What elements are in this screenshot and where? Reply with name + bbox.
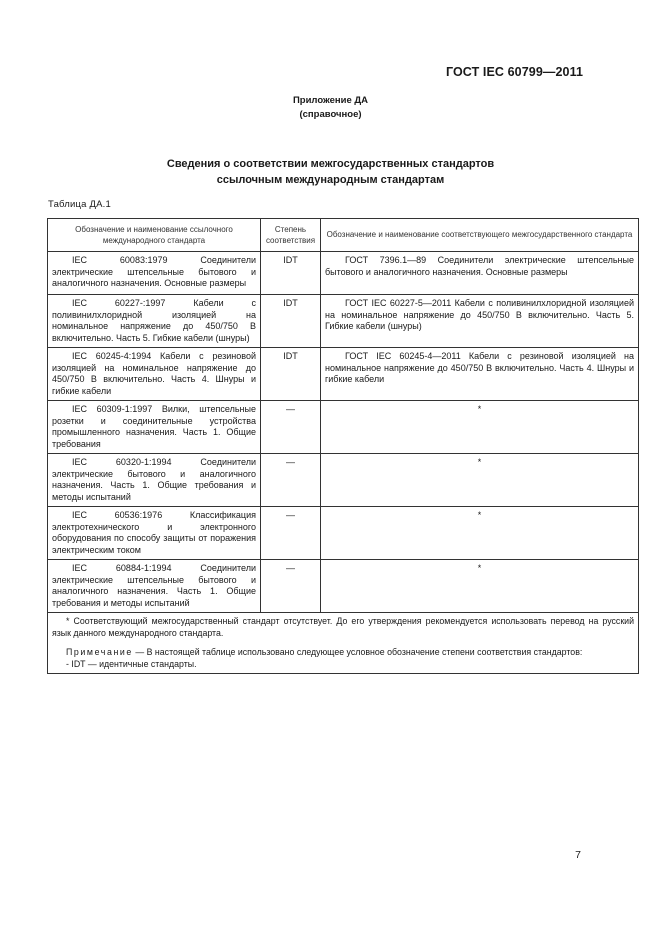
intl-standard-cell: IEC 60309-1:1997 Вилки, штепсельные розетки и соединительные устройства промышленного назначения. Часть 1. Общие требования xyxy=(48,401,261,454)
column-header-national-standard: Обозначение и наименование соответствующего межгосударственного стандарта xyxy=(321,219,639,252)
intl-standard-cell: IEC 60245-4:1994 Кабели с резиновой изоляцией на номинальное напряжение до 450/750 В включительно. Часть 4. Шнуры и гибкие кабели xyxy=(48,348,261,401)
note xyxy=(52,647,634,659)
degree-cell: — xyxy=(261,401,321,454)
note-idt-definition: - IDT — идентичные стандарты. xyxy=(66,658,197,669)
annex-heading xyxy=(0,94,661,122)
table-row xyxy=(48,252,639,295)
note-label: Примечание xyxy=(66,647,133,657)
degree-cell: — xyxy=(261,454,321,507)
table-footer xyxy=(48,613,639,674)
national-standard-cell: ГОСТ IEC 60227-5—2011 Кабели с поливинилхлоридной изоляцией на номинальное напряжение до 450/750 В включительно. Часть 5. Гибкие кабели (шнуры) xyxy=(321,295,639,348)
national-standard-cell: * xyxy=(321,507,639,560)
table-footer-row xyxy=(48,613,639,674)
table-row xyxy=(48,295,639,348)
degree-cell: — xyxy=(261,560,321,613)
degree-cell: IDT xyxy=(261,348,321,401)
table-row xyxy=(48,454,639,507)
table-row xyxy=(48,507,639,560)
page-number: 7 xyxy=(575,849,581,861)
section-heading-line1: Сведения о соответствии межгосударственных стандартов xyxy=(166,158,495,170)
table-header-row xyxy=(48,219,639,252)
table-label: Таблица ДА.1 xyxy=(48,199,111,210)
national-standard-cell: * xyxy=(321,560,639,613)
intl-standard-cell: IEC 60083:1979 Соединители электрические штепсельные бытового и аналогичного назначения. Основные размеры xyxy=(48,252,261,295)
column-header-intl-standard: Обозначение и наименование ссылочного международного стандарта xyxy=(48,219,261,252)
table-row xyxy=(48,401,639,454)
intl-standard-cell: IEC 60227-:1997 Кабели с поливинилхлоридной изоляцией на номинальное напряжение до 450/750 В включительно. Часть 5. Гибкие кабели (шнуры) xyxy=(48,295,261,348)
national-standard-cell: ГОСТ IEC 60245-4—2011 Кабели с резиновой изоляцией на номинальное напряжение до 450/750 В включительно. Часть 4. Шнуры и гибкие кабели xyxy=(321,348,639,401)
national-standard-cell: ГОСТ 7396.1—89 Соединители электрические штепсельные бытового и аналогичного назначения. Основные размеры xyxy=(321,252,639,295)
table-row xyxy=(48,348,639,401)
document-code: ГОСТ IEC 60799—2011 xyxy=(445,65,583,79)
national-standard-cell: * xyxy=(321,401,639,454)
correspondence-table xyxy=(47,218,639,674)
section-heading xyxy=(0,156,661,188)
section-heading-line2: ссылочным международным стандартам xyxy=(216,174,445,186)
note-text: — В настоящей таблице использовано следующее условное обозначение степени соответствия стандартов: xyxy=(135,647,583,657)
column-header-degree: Степень соответствия xyxy=(261,219,321,252)
table-row xyxy=(48,560,639,613)
national-standard-cell: * xyxy=(321,454,639,507)
degree-cell: IDT xyxy=(261,295,321,348)
annex-subtitle: (справочное) xyxy=(299,109,362,120)
intl-standard-cell: IEC 60536:1976 Классификация электротехнического и электронного оборудования по способу защиты от поражения электрическим током xyxy=(48,507,261,560)
degree-cell: IDT xyxy=(261,252,321,295)
degree-cell: — xyxy=(261,507,321,560)
footnote: * Соответствующий межгосударственный стандарт отсутствует. До его утверждения рекомендуется использовать перевод на русский язык данного международного стандарта. xyxy=(52,616,634,638)
intl-standard-cell: IEC 60320-1:1994 Соединители электрические бытового и аналогичного назначения. Часть 1. Общие требования и методы испытаний xyxy=(48,454,261,507)
annex-title: Приложение ДА xyxy=(292,95,369,106)
intl-standard-cell: IEC 60884-1:1994 Соединители электрические штепсельные бытового и аналогичного назначения. Часть 1. Общие требования и методы испытаний xyxy=(48,560,261,613)
